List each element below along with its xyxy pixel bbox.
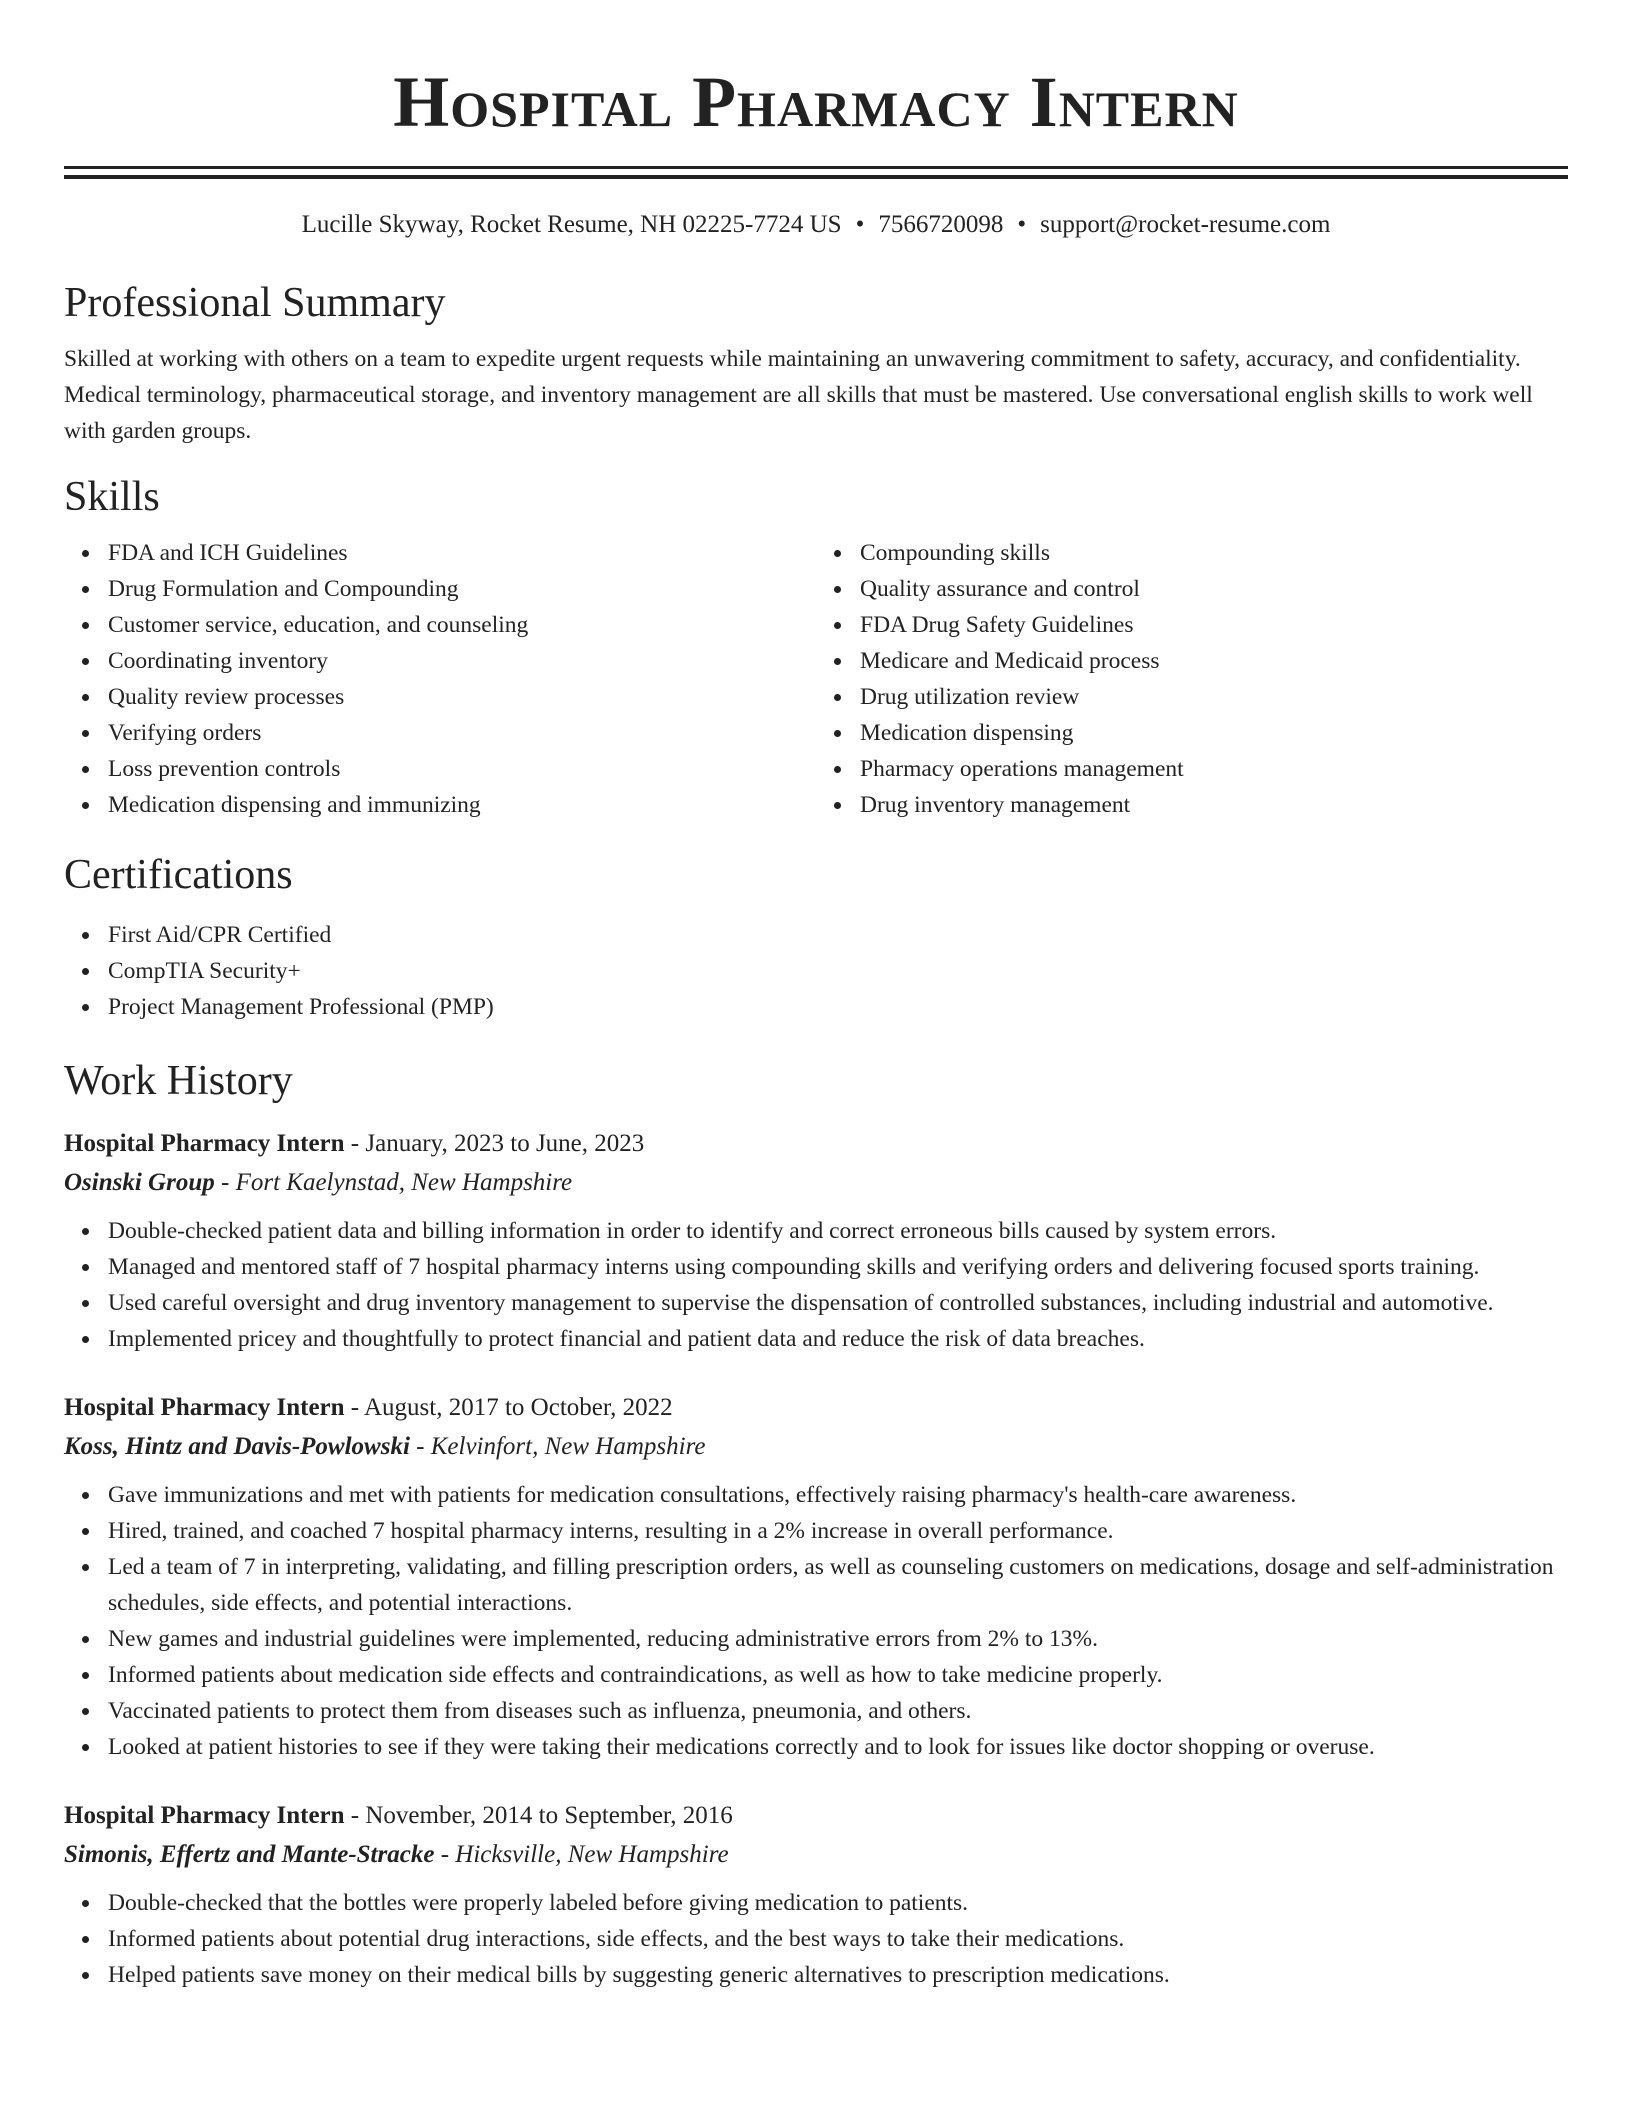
skill-item: Pharmacy operations management xyxy=(860,751,1568,787)
job-employer xyxy=(64,1835,1568,1875)
job-bullet: Informed patients about potential drug interactions, side effects, and the best ways to take their medications. xyxy=(108,1921,1568,1957)
skill-item: Drug Formulation and Compounding xyxy=(108,571,816,607)
job-location: - Hicksville, New Hampshire xyxy=(434,1841,729,1868)
skill-item: Medication dispensing xyxy=(860,715,1568,751)
skills-grid xyxy=(64,535,1568,823)
job-bullet: Gave immunizations and met with patients for medication consultations, effectively raising pharmacy's health-care awareness. xyxy=(108,1477,1568,1513)
title-divider-thin xyxy=(64,166,1568,169)
certifications-section xyxy=(64,849,1568,1025)
job-bullet: Managed and mentored staff of 7 hospital pharmacy interns using compounding skills and verifying orders and delivering focused sports training. xyxy=(108,1249,1568,1285)
job-entry xyxy=(64,1389,1568,1765)
skill-item: Drug utilization review xyxy=(860,679,1568,715)
skill-item: Drug inventory management xyxy=(860,787,1568,823)
job-header xyxy=(64,1125,1568,1163)
job-bullet: Helped patients save money on their medical bills by suggesting generic alternatives to prescription medications. xyxy=(108,1957,1568,1993)
summary-section xyxy=(64,277,1568,449)
skills-list-right xyxy=(816,535,1568,823)
job-bullet: Double-checked that the bottles were properly labeled before giving medication to patients. xyxy=(108,1885,1568,1921)
certification-item: First Aid/CPR Certified xyxy=(108,917,1568,953)
contact-address: Lucille Skyway, Rocket Resume, NH 02225-7724 US xyxy=(301,211,842,238)
job-header xyxy=(64,1389,1568,1427)
job-role: Hospital Pharmacy Intern xyxy=(64,1394,345,1421)
job-dates: - November, 2014 to September, 2016 xyxy=(344,1802,733,1829)
job-role: Hospital Pharmacy Intern xyxy=(64,1802,345,1829)
skill-item: FDA Drug Safety Guidelines xyxy=(860,607,1568,643)
job-employer xyxy=(64,1427,1568,1467)
skills-heading: Skills xyxy=(64,474,160,520)
skill-item: Medicare and Medicaid process xyxy=(860,643,1568,679)
skills-section xyxy=(64,471,1568,823)
summary-heading: Professional Summary xyxy=(64,280,446,326)
contact-email[interactable]: support@rocket-resume.com xyxy=(1040,211,1331,238)
certifications-list xyxy=(64,917,1568,1025)
job-bullets xyxy=(64,1477,1568,1765)
title-divider-thick xyxy=(64,175,1568,179)
certifications-heading: Certifications xyxy=(64,852,293,898)
job-company: Simonis, Effertz and Mante-Stracke xyxy=(64,1841,435,1868)
resume-page xyxy=(64,0,1568,1993)
job-dates: - August, 2017 to October, 2022 xyxy=(344,1394,673,1421)
work-history-section xyxy=(64,1055,1568,1993)
summary-text: Skilled at working with others on a team to expedite urgent requests while maintaining an unwavering commitment to safety, accuracy, and confidentiality. Medical terminology, pharmaceutical storage, and inventory management are all skills that must be mastered. Use conversational english skills to work well with garden groups. xyxy=(64,346,1533,444)
skill-item: FDA and ICH Guidelines xyxy=(108,535,816,571)
certification-item: CompTIA Security+ xyxy=(108,953,1568,989)
skill-item: Compounding skills xyxy=(860,535,1568,571)
skill-item: Customer service, education, and counseling xyxy=(108,607,816,643)
job-bullets xyxy=(64,1213,1568,1357)
skill-item: Quality review processes xyxy=(108,679,816,715)
job-location: - Fort Kaelynstad, New Hampshire xyxy=(214,1169,573,1196)
skill-item: Medication dispensing and immunizing xyxy=(108,787,816,823)
skill-item: Verifying orders xyxy=(108,715,816,751)
job-company: Osinski Group xyxy=(64,1169,215,1196)
contact-separator: • xyxy=(1017,211,1027,238)
contact-separator: • xyxy=(855,211,865,238)
job-bullet: New games and industrial guidelines were implemented, reducing administrative errors from 2% to 13%. xyxy=(108,1621,1568,1657)
job-bullets xyxy=(64,1885,1568,1993)
job-bullet: Hired, trained, and coached 7 hospital pharmacy interns, resulting in a 2% increase in overall performance. xyxy=(108,1513,1568,1549)
job-entry xyxy=(64,1125,1568,1357)
skills-list-left xyxy=(64,535,816,823)
job-role: Hospital Pharmacy Intern xyxy=(64,1130,345,1157)
job-bullet: Looked at patient histories to see if they were taking their medications correctly and to look for issues like doctor shopping or overuse. xyxy=(108,1729,1568,1765)
job-bullet: Vaccinated patients to protect them from diseases such as influenza, pneumonia, and others. xyxy=(108,1693,1568,1729)
job-employer xyxy=(64,1163,1568,1203)
job-bullet: Double-checked patient data and billing information in order to identify and correct erroneous bills caused by system errors. xyxy=(108,1213,1568,1249)
job-bullet: Informed patients about medication side effects and contraindications, as well as how to take medicine properly. xyxy=(108,1657,1568,1693)
resume-title: Hospital Pharmacy Intern xyxy=(393,62,1239,142)
contact-line xyxy=(64,209,1568,241)
contact-phone[interactable]: 7566720098 xyxy=(878,211,1004,238)
job-bullet: Used careful oversight and drug inventory management to supervise the dispensation of controlled substances, including industrial and automotive. xyxy=(108,1285,1568,1321)
job-location: - Kelvinfort, New Hampshire xyxy=(409,1433,706,1460)
skill-item: Coordinating inventory xyxy=(108,643,816,679)
skill-item: Quality assurance and control xyxy=(860,571,1568,607)
job-company: Koss, Hintz and Davis-Powlowski xyxy=(64,1433,410,1460)
job-dates: - January, 2023 to June, 2023 xyxy=(344,1130,645,1157)
skill-item: Loss prevention controls xyxy=(108,751,816,787)
work-history-heading: Work History xyxy=(64,1058,293,1104)
job-bullet: Implemented pricey and thoughtfully to protect financial and patient data and reduce the risk of data breaches. xyxy=(108,1321,1568,1357)
job-header xyxy=(64,1797,1568,1835)
job-bullet: Led a team of 7 in interpreting, validating, and filling prescription orders, as well as counseling customers on medications, dosage and self-administration schedules, side effects, and potential interactions. xyxy=(108,1549,1568,1621)
job-entry xyxy=(64,1797,1568,1993)
certification-item: Project Management Professional (PMP) xyxy=(108,989,1568,1025)
